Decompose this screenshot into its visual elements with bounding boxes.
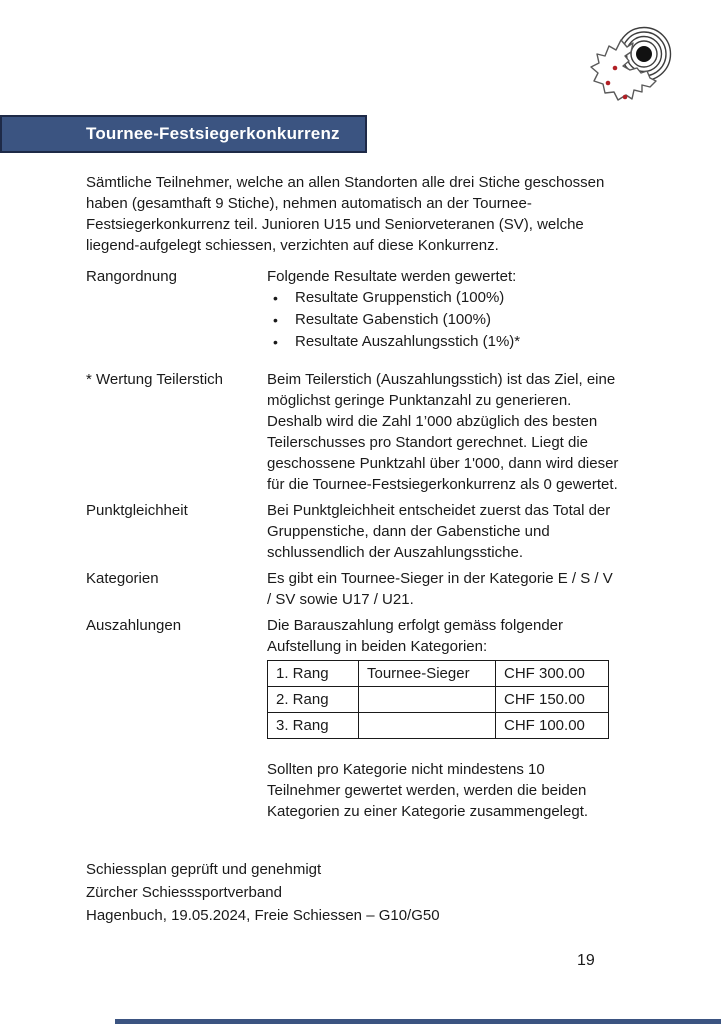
- bullet-text: Resultate Gruppenstich (100%): [295, 289, 505, 306]
- page-number: 19: [577, 952, 595, 969]
- table-row: [268, 713, 609, 739]
- section-content: [267, 266, 620, 353]
- title-cell: [359, 713, 496, 739]
- table-row: [268, 687, 609, 713]
- section-kategorien: [86, 568, 620, 610]
- rangordnung-bullet-list: [267, 287, 620, 353]
- amount-cell: CHF 150.00: [496, 687, 609, 713]
- target-center-icon: [636, 46, 652, 62]
- amount-cell: CHF 300.00: [496, 661, 609, 687]
- list-item: [267, 287, 620, 309]
- section-content: Beim Teilerstich (Auszahlungsstich) ist das Ziel, eine möglichst geringe Punktanzahl zu generieren. Deshalb wird die Zahl 1’000 abzüglich des besten Teilerschusses pro Standort gerechnet. Liegt die geschossene Punktzahl über 1'000, dann wird dieser für die Tournee-Festsiegerkonkurrenz als 0 gewertet.: [267, 371, 619, 493]
- payout-table: [267, 660, 609, 739]
- section-label: Punktgleichheit: [86, 502, 188, 519]
- bullet-icon: •: [273, 334, 278, 350]
- section-label: Rangordnung: [86, 268, 177, 285]
- rank-cell: 2. Rang: [268, 687, 359, 713]
- rangordnung-intro: Folgende Resultate werden gewertet:: [267, 268, 517, 285]
- rank-cell: 3. Rang: [268, 713, 359, 739]
- approval-line: Schiessplan geprüft und genehmigt: [86, 861, 322, 878]
- approval-line: Hagenbuch, 19.05.2024, Freie Schiessen – G10/G50: [86, 907, 440, 924]
- section-rangordnung: [86, 266, 620, 353]
- bullet-text: Resultate Auszahlungsstich (1%)*: [295, 333, 521, 350]
- footer-rule: [115, 1019, 721, 1024]
- section-punktgleichheit: [86, 500, 620, 563]
- table-row: [268, 661, 609, 687]
- section-content: [267, 615, 620, 739]
- note-text: Sollten pro Kategorie nicht mindestens 10 Teilnehmer gewertet werden, werden die beiden Kategorien zu einer Kategorie zusammengelegt.: [267, 761, 589, 820]
- section-wertung-teilerstich: [86, 369, 620, 495]
- document-body: [86, 172, 620, 927]
- bullet-text: Resultate Gabenstich (100%): [295, 311, 491, 328]
- section-content: Bei Punktgleichheit entscheidet zuerst das Total der Gruppenstiche, dann der Gabenstiche und schlussendlich der Auszahlungsstiche.: [267, 502, 611, 561]
- list-item: [267, 331, 620, 353]
- intro-paragraph: Sämtliche Teilnehmer, welche an allen Standorten alle drei Stiche geschossen haben (gesamthaft 9 Stiche), nehmen automatisch an der Tournee-Festsiegerkonkurrenz teil. Junioren U15 und Seniorveteranen (SV), welche liegend-aufgelegt schiessen, verzichten auf diese Konkurrenz.: [86, 174, 605, 254]
- approval-block: [86, 858, 620, 927]
- amount-cell: CHF 100.00: [496, 713, 609, 739]
- bullet-icon: •: [273, 290, 278, 306]
- section-label: Kategorien: [86, 570, 159, 587]
- section-auszahlungen: [86, 615, 620, 739]
- auszahlungen-intro: Die Barauszahlung erfolgt gemäss folgender Aufstellung in beiden Kategorien:: [267, 617, 564, 655]
- approval-line: Zürcher Schiesssportverband: [86, 884, 282, 901]
- rank-cell: 1. Rang: [268, 661, 359, 687]
- section-label: * Wertung Teilerstich: [86, 371, 224, 388]
- zsv-logo: [584, 26, 684, 114]
- title-cell: [359, 687, 496, 713]
- section-auszahlungen-note: [86, 759, 620, 822]
- title-cell: Tournee-Sieger: [359, 661, 496, 687]
- section-title-bar: [0, 115, 367, 153]
- list-item: [267, 309, 620, 331]
- section-content: Es gibt ein Tournee-Sieger in der Kategorie E / S / V / SV sowie U17 / U21.: [267, 570, 613, 608]
- section-label: Auszahlungen: [86, 617, 182, 634]
- page-title: Tournee-Festsiegerkonkurrenz: [86, 124, 340, 143]
- bullet-icon: •: [273, 312, 278, 328]
